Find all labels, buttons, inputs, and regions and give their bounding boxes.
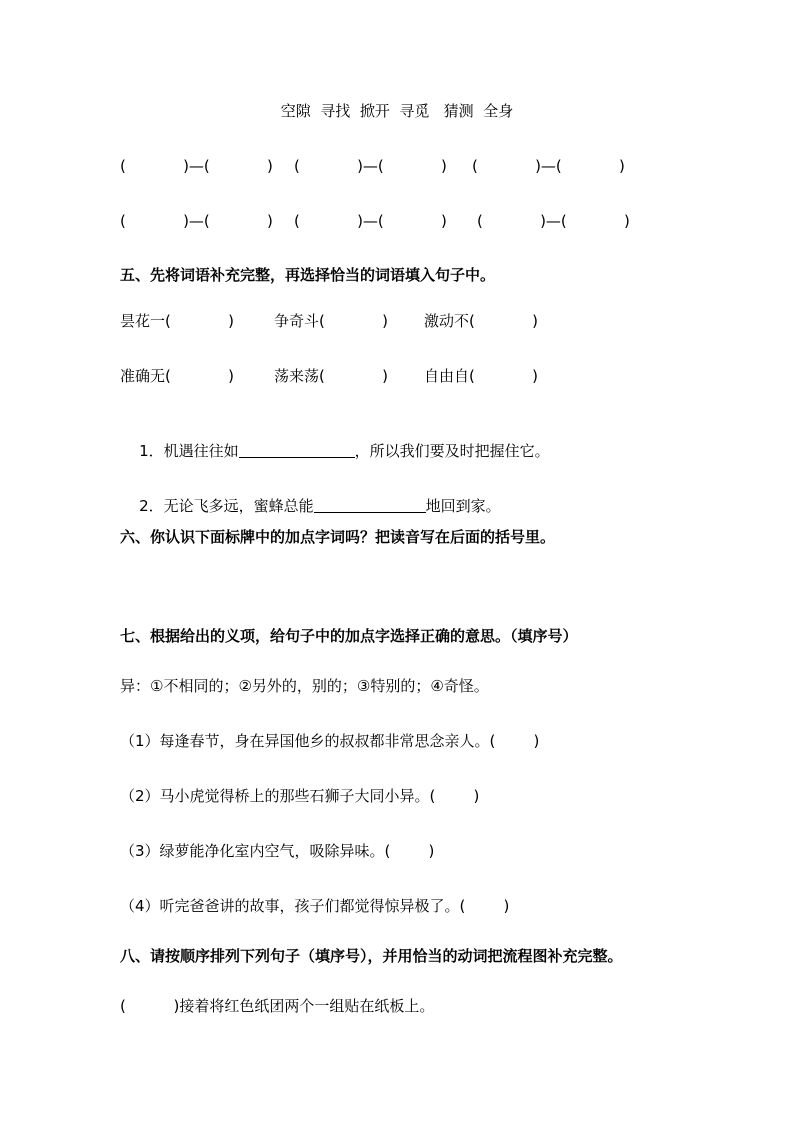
pair-blank-2-1[interactable]: ( )—( ) <box>120 212 273 230</box>
idiom-blank-1-2[interactable]: 争奇斗( ) <box>274 312 388 330</box>
idiom-blank-1-1[interactable]: 昙花一( ) <box>120 312 234 330</box>
pair-blank-2-2[interactable]: ( )—( ) <box>294 212 447 230</box>
idiom-blank-2-2[interactable]: 荡来荡( ) <box>274 367 388 385</box>
section7-item-2[interactable]: （2）马小虎觉得桥上的那些石狮子大同小异。( ) <box>120 787 480 805</box>
section7-item-1[interactable]: （1）每逢春节，身在异国他乡的叔叔都非常思念亲人。( ) <box>120 732 540 750</box>
word-bank: 空隙 寻找 掀开 寻觅 猜测 全身 <box>280 102 514 120</box>
idiom-blank-2-3[interactable]: 自由自( ) <box>424 367 538 385</box>
section7-item-3[interactable]: （3）绿萝能净化室内空气，吸除异味。( ) <box>120 842 435 860</box>
idiom-blank-2-1[interactable]: 准确无( ) <box>120 367 234 385</box>
q1-text-after: ，所以我们要及时把握住它。 <box>354 442 550 460</box>
pair-blank-1-3[interactable]: ( )—( ) <box>472 157 625 175</box>
section5-question-1 <box>120 421 550 481</box>
section7-heading: 七、根据给出的义项，给句子中的加点字选择正确的意思。（填序号） <box>120 627 578 645</box>
pair-blank-1-1[interactable]: ( )—( ) <box>120 157 273 175</box>
q1-text-before: 1．机遇往往如 <box>139 442 239 460</box>
section8-heading: 八、请按顺序排列下列句子（填序号），并用恰当的动词把流程图补充完整。 <box>120 947 623 965</box>
q2-text-after: 地回到家。 <box>425 497 501 515</box>
section6-heading: 六、你认识下面标牌中的加点字词吗？把读音写在后面的括号里。 <box>120 528 556 546</box>
section7-item-4[interactable]: （4）听完爸爸讲的故事，孩子们都觉得惊异极了。( ) <box>120 897 510 915</box>
q2-text-before: 2．无论飞多远，蜜蜂总能 <box>139 497 314 515</box>
idiom-blank-1-3[interactable]: 激动不( ) <box>424 312 538 330</box>
section5-heading: 五、先将词语补充完整，再选择恰当的词语填入句子中。 <box>120 266 496 284</box>
section7-definition: 异：①不相同的；②另外的，别的；③特别的；④奇怪。 <box>120 677 489 695</box>
q2-answer-blank[interactable] <box>314 496 426 513</box>
pair-blank-2-3[interactable]: ( )—( ) <box>477 212 630 230</box>
q1-answer-blank[interactable] <box>239 441 355 458</box>
pair-blank-1-2[interactable]: ( )—( ) <box>294 157 447 175</box>
section8-item-1[interactable]: ( )接着将红色纸团两个一组贴在纸板上。 <box>120 997 435 1015</box>
